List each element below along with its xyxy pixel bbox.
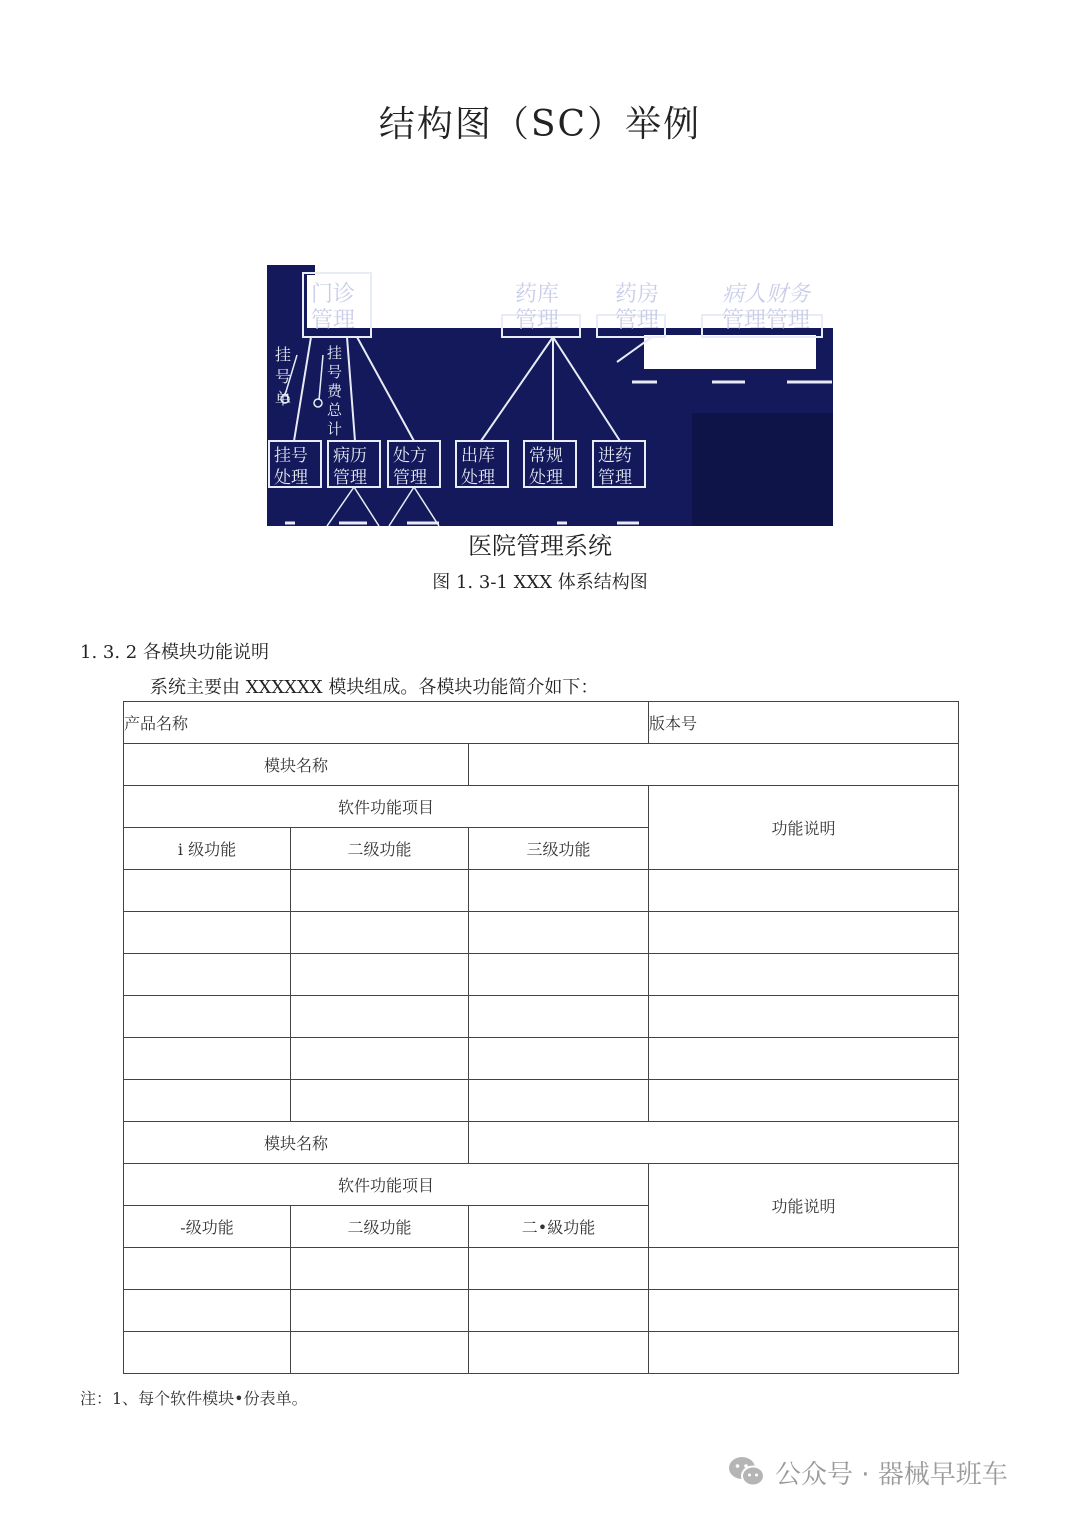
product-name-label: 产品名称 [124,702,649,744]
table-cell [291,954,469,996]
module-name-value [469,744,959,786]
table-cell [649,1080,959,1122]
table-row [124,954,959,996]
level3-label: 三级功能 [469,828,649,870]
diagram-system-label: 医院管理系统 [468,532,612,560]
table-cell [124,870,291,912]
table-row [124,786,959,828]
table-row [124,1332,959,1374]
structure-diagram [267,265,833,526]
level2-label: 二级功能 [291,828,469,870]
top-module-1-line1: 门诊 [311,282,356,307]
sub-module-5-line2: 处理 [529,468,563,488]
table-row [124,996,959,1038]
software-items-label: 软件功能项目 [124,786,649,828]
side-label-left [275,345,291,408]
wechat-icon [727,1455,767,1489]
sub-module-1-line1: 挂号 [274,446,308,466]
table-row [124,1248,959,1290]
module-function-table [123,701,959,1374]
table-cell [469,1332,649,1374]
software-items-label-2: 软件功能项目 [124,1164,649,1206]
top-module-4-line2: 管理管理 [722,308,811,333]
table-row [124,912,959,954]
table-cell [124,1038,291,1080]
module-name-label-2: 模块名称 [124,1122,469,1164]
top-module-2-line2: 管理 [515,308,560,333]
top-module-4-line1: 病人财务 [722,282,811,307]
page-title: 结构图（SC）举例 [378,104,702,145]
sub-module-4-line2: 处理 [461,468,495,488]
side-label-left-text: 挂号单 [275,345,292,408]
sub-module-4-line1: 出库 [461,446,495,466]
sub-module-6-line2: 管理 [598,468,632,488]
structure-diagram-svg [267,265,833,526]
table-cell [124,954,291,996]
sub-module-3-line2: 管理 [393,468,427,488]
table-cell [469,954,649,996]
footnote: 注：1、每个软件模块•份表单。 [80,1389,308,1408]
table-cell [291,912,469,954]
sub-module-2 [328,441,380,488]
table-cell [124,996,291,1038]
version-label: 版本号 [649,702,959,744]
top-module-1-line2: 管理 [311,308,356,333]
diagram-white-patch [644,335,816,369]
sub-module-5 [524,441,576,488]
sub-module-6 [593,441,645,488]
table-cell [124,1248,291,1290]
table-cell [124,912,291,954]
section-heading: 1. 3. 2 各模块功能说明 [80,642,269,663]
diagram-dark-panel [692,413,833,526]
function-desc-label-2: 功能说明 [649,1164,959,1248]
table-cell [291,1038,469,1080]
table-row [124,1290,959,1332]
table-row [124,1122,959,1164]
watermark-text: 公众号 · 器械早班车 [775,1459,1008,1490]
table-row [124,870,959,912]
level3-label-2: 二•級功能 [469,1206,649,1248]
table-cell [649,1332,959,1374]
sub-module-1-line2: 处理 [274,468,308,488]
sub-module-3 [388,441,440,488]
table-cell [649,996,959,1038]
table-cell [124,1332,291,1374]
module-name-label: 模块名称 [124,744,469,786]
level1-label-2: -级功能 [124,1206,291,1248]
watermark [727,1452,1008,1492]
table-cell [649,1248,959,1290]
table-row [124,744,959,786]
table-cell [469,912,649,954]
figure-caption: 图 1. 3-1 XXX 体系结构图 [432,572,648,593]
sub-module-4 [456,441,508,488]
table-cell [649,1038,959,1080]
table-cell [469,870,649,912]
table-cell [124,1080,291,1122]
sub-module-3-line1: 处方 [393,446,427,466]
sub-module-5-line1: 常规 [529,446,563,466]
table-cell [469,1038,649,1080]
level1-label: i 级功能 [124,828,291,870]
table-cell [291,1080,469,1122]
table-cell [469,996,649,1038]
sub-module-6-line1: 进药 [598,446,632,466]
table-row [124,1038,959,1080]
section-intro: 系统主要由 XXXXXX 模块组成。各模块功能简介如下： [150,677,599,698]
level2-label-2: 二级功能 [291,1206,469,1248]
table-cell [124,1290,291,1332]
sub-module-2-line1: 病历 [333,446,367,466]
table-row [124,702,959,744]
table-cell [469,1248,649,1290]
table-cell [291,996,469,1038]
table-cell [649,954,959,996]
table-cell [469,1080,649,1122]
table-cell [469,1290,649,1332]
top-module-3-line1: 药房 [615,282,660,307]
table-cell [649,912,959,954]
table-cell [649,870,959,912]
table-cell [291,1248,469,1290]
side-label-middle-text: 挂号费总计 [327,344,343,438]
module-name-value-2 [469,1122,959,1164]
sub-module-2-line2: 管理 [333,468,367,488]
table-cell [291,1332,469,1374]
function-desc-label: 功能说明 [649,786,959,870]
side-label-middle [327,344,343,438]
sub-module-1 [269,441,321,488]
top-module-2-line1: 药库 [515,282,560,307]
table-row [124,1080,959,1122]
table-cell [291,870,469,912]
top-module-3-line2: 管理 [615,308,660,333]
table-cell [649,1290,959,1332]
table-row [124,1164,959,1206]
table-cell [291,1290,469,1332]
